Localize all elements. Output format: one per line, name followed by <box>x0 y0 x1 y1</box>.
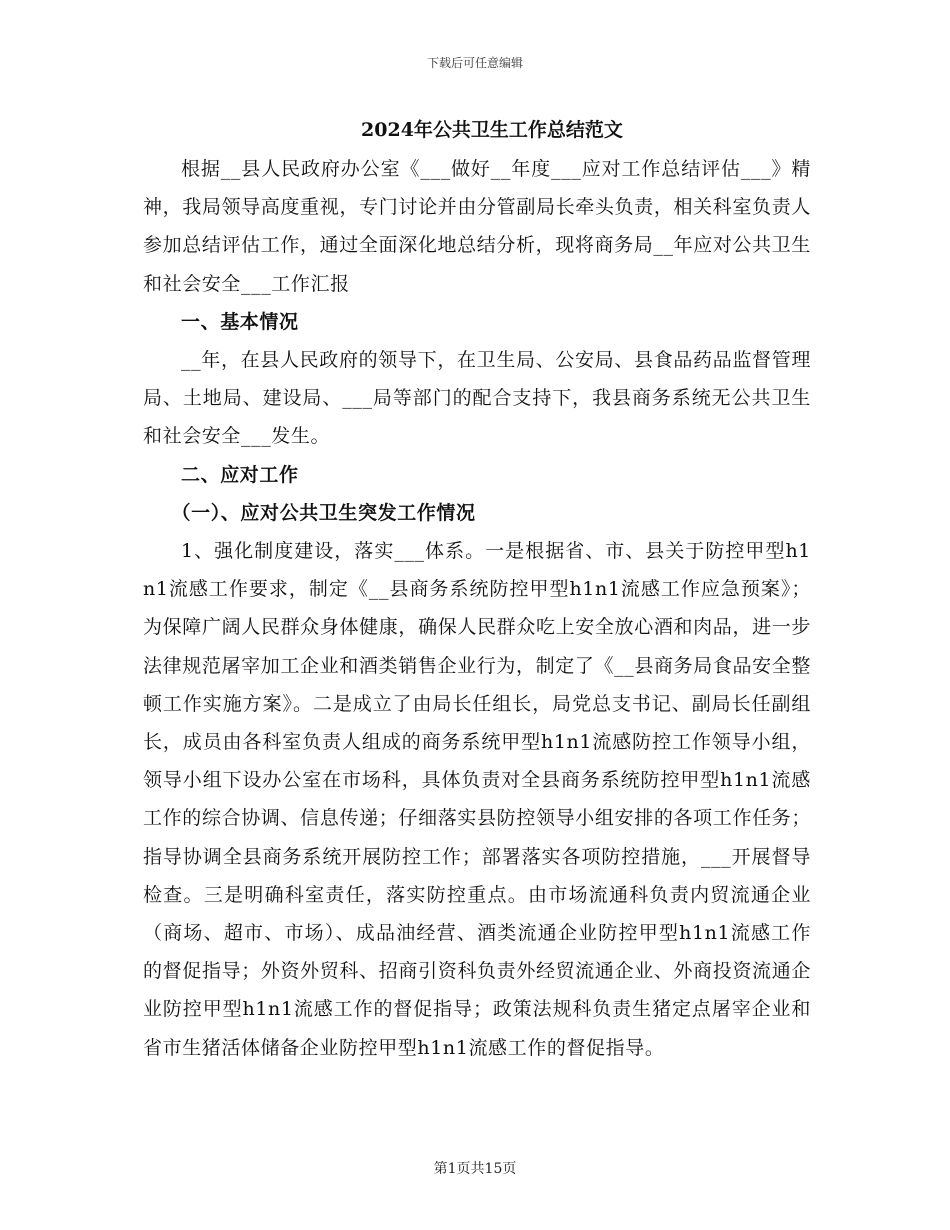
page-header-note: 下载后可任意编辑 <box>426 56 523 70</box>
section2-paragraph: 1、强化制度建设，落实___体系。一是根据省、市、县关于防控甲型h1n1流感工作要求，制定《__县商务系统防控甲型h1n1流感工作应急预案》；为保障广阔人民群众身体健康，确保人民群众吃上安全放心酒和肉品，进一步法律规范屠宰加工企业和酒类销售企业行为，制定了《__县商务局食品安全整顿工作实施方案》。二是成立了由局长任组长，局党总支书记、副局长任副组长，成员由各科室负责人组成的商务系统甲型h1n1流感防控工作领导小组，领导小组下设办公室在市场科，具体负责对全县商务系统防控甲型h1n1流感工作的综合协调、信息传递；仔细落实县防控领导小组安排的各项工作任务；指导协调全县商务系统开展防控工作；部署落实各项防控措施，___开展督导检查。三是明确科室责任，落实防控重点。由市场流通科负责内贸流通企业（商场、超市、市场）、成品油经营、酒类流通企业防控甲型h1n1流感工作的督促指导；外资外贸科、招商引资科负责外经贸流通企业、外商投资流通企业防控甲型h1n1流感工作的督促指导；政策法规科负责生猪定点屠宰企业和省市生猪活体储备企业防控甲型h1n1流感工作的督促指导。 <box>143 540 811 1059</box>
section1-paragraph: __年，在县人民政府的领导下，在卫生局、公安局、县食品药品监督管理局、土地局、建设局、___局等部门的配合支持下，我县商务系统无公共卫生和社会安全___发生。 <box>143 349 811 448</box>
document-body <box>143 112 811 1067</box>
document-title: 2024年公共卫生工作总结范文 <box>361 119 623 141</box>
intro-paragraph: 根据__县人民政府办公室《___做好__年度___应对工作总结评估___》精神，我局领导高度重视，专门讨论并由分管副局长牵头负责，相关科室负责人参加总结评估工作，通过全面深化地总结分析，现将商务局__年应对公共卫生和社会安全___工作汇报 <box>143 158 811 295</box>
section1-heading: 一、基本情况 <box>181 310 299 333</box>
section2-heading: 二、应对工作 <box>181 463 299 486</box>
section2-sub-heading: （一）、应对公共卫生突发工作情况 <box>171 501 476 524</box>
page-footer-number: 第1页共15页 <box>433 1161 517 1177</box>
